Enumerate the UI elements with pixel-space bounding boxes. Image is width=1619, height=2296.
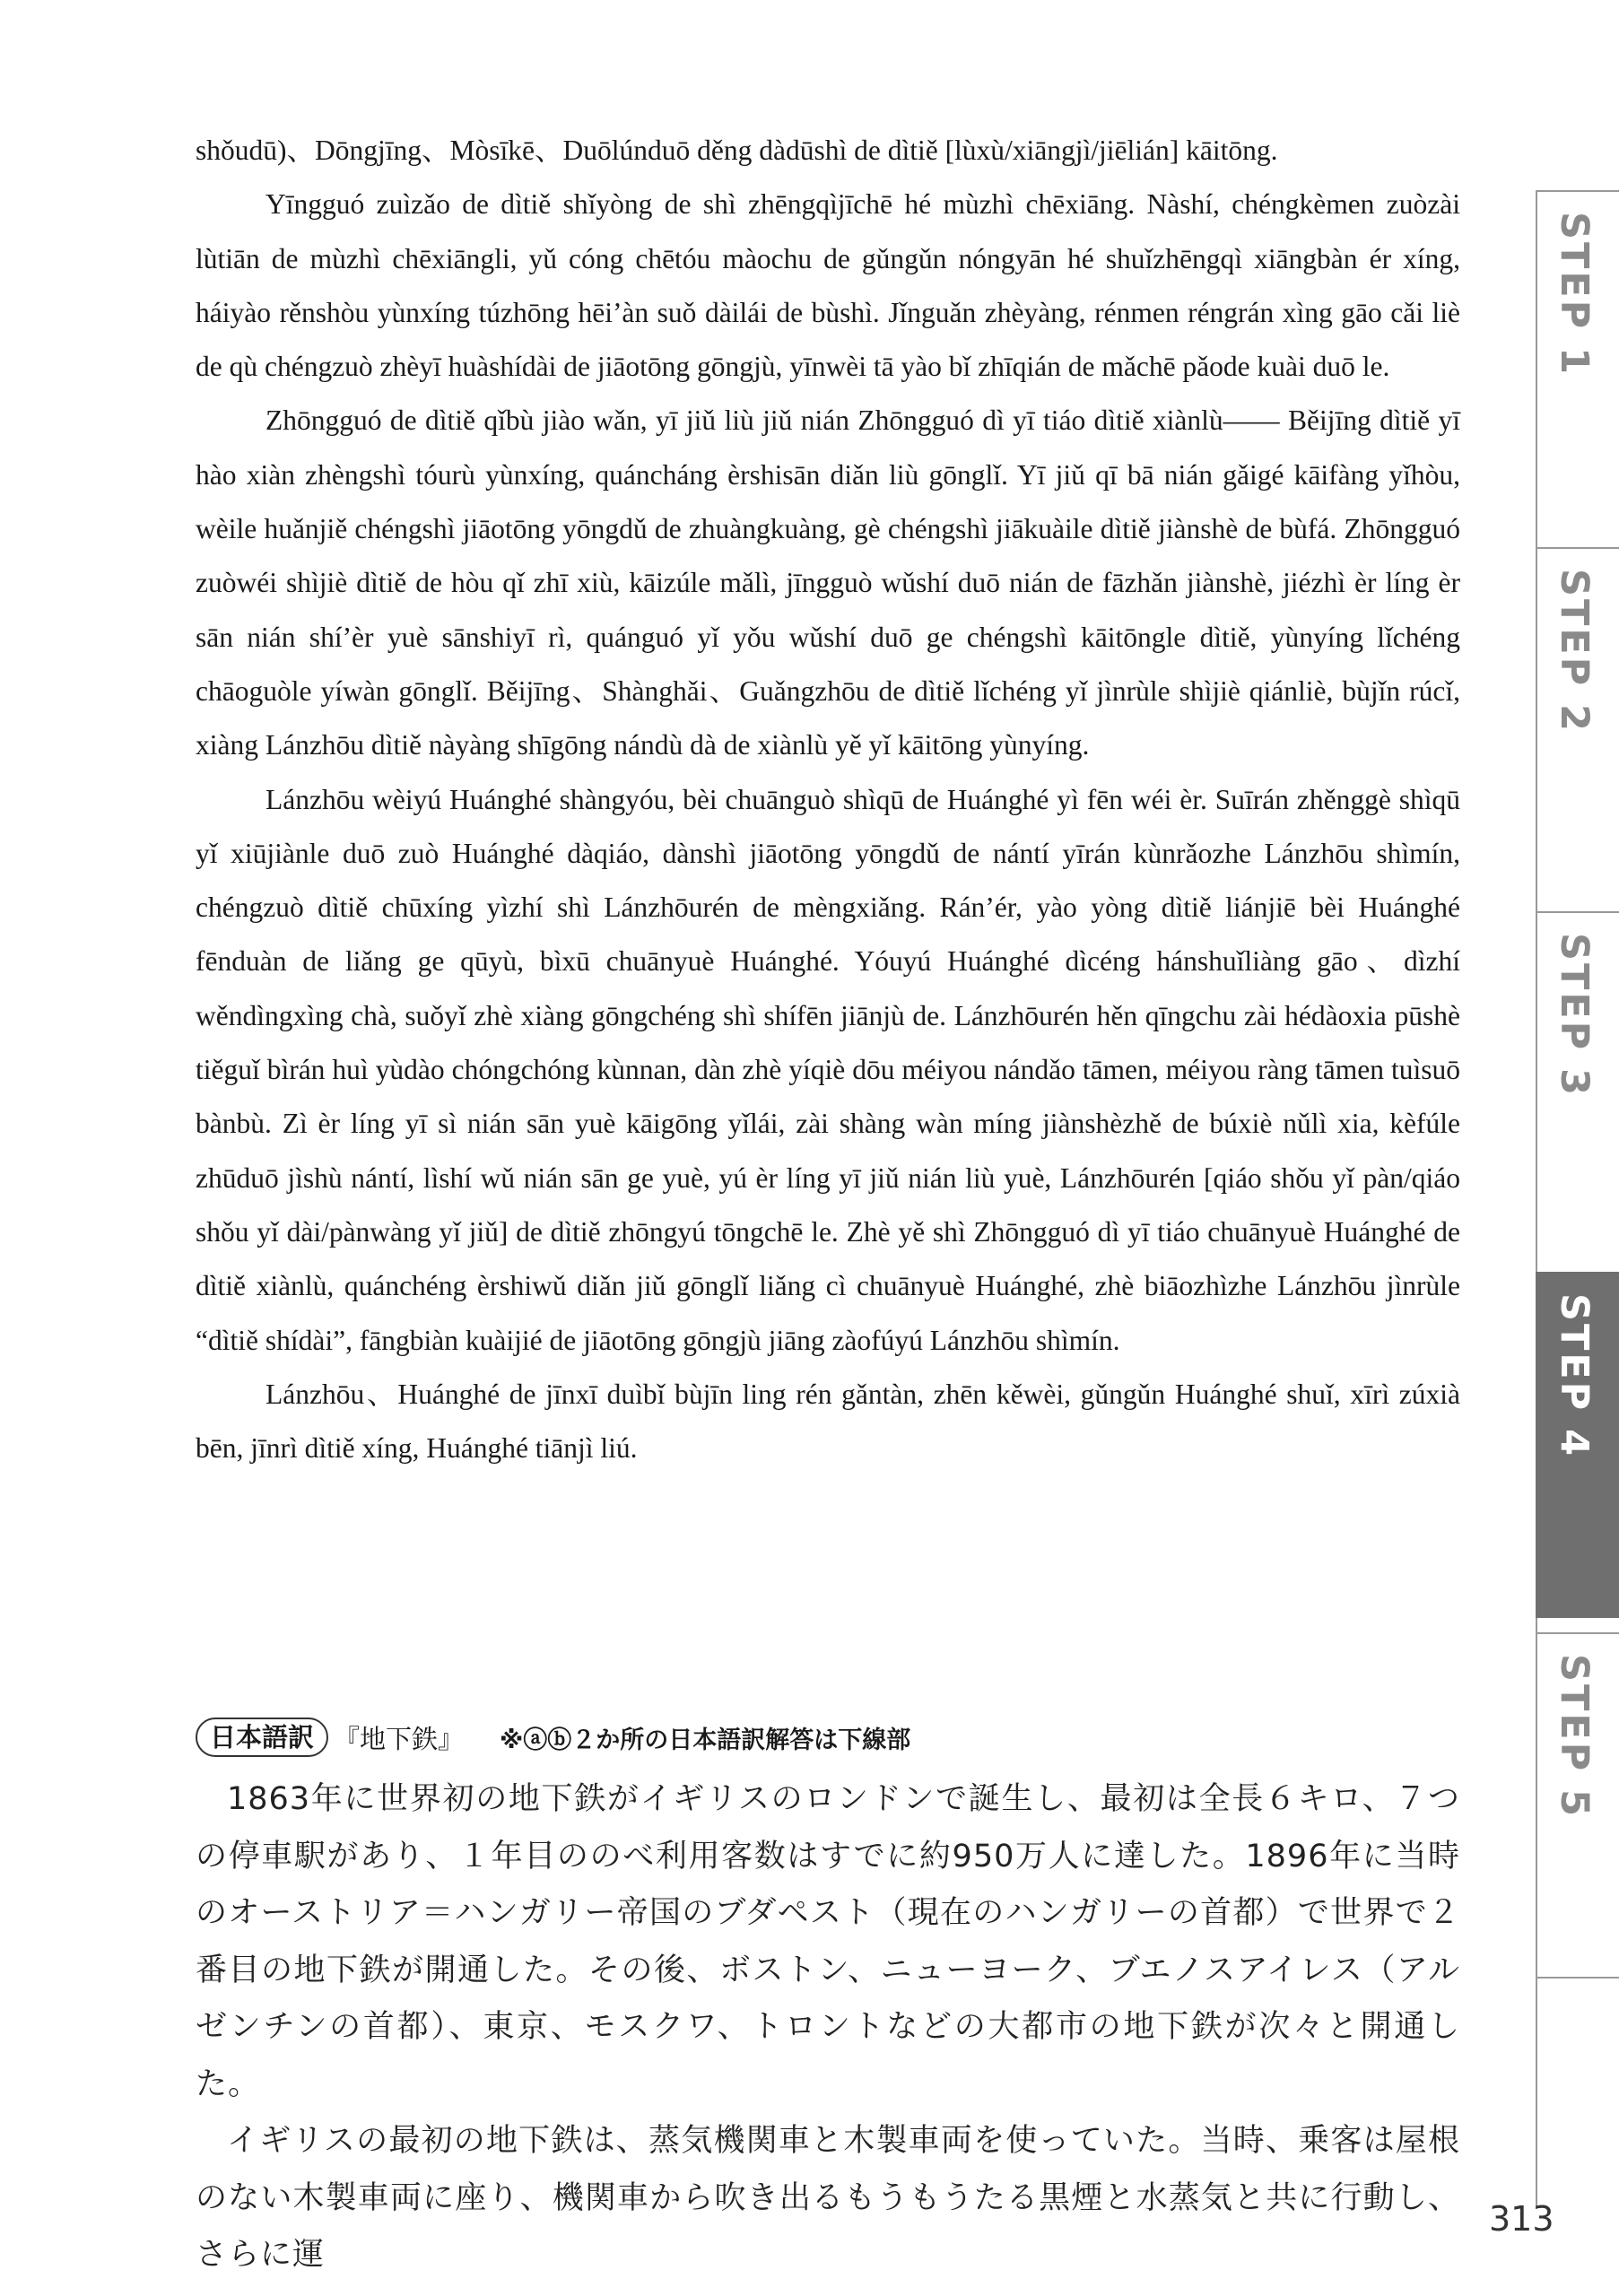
translation-title: 『地下鉄』	[334, 1723, 465, 1754]
page-number: 313	[1489, 2199, 1554, 2239]
translation-paragraph-1: 1863年に世界初の地下鉄がイギリスのロンドンで誕生し、最初は全長６キロ、７つの停車駅があり、１年目ののべ利用客数はすでに約950万人に達した。1896年に当時のオーストリア＝ハンガリー帝国のブダペスト（現在のハンガリーの首都）で世界で２番目の地下鉄が開通した。その後、ボストン、ニューヨーク、ブエノスアイレス（アルゼンチンの首都）、東京、モスクワ、トロントなどの大都市の地下鉄が次々と開通した。	[196, 1781, 1460, 2102]
step-tab-5[interactable]	[1536, 1632, 1619, 1979]
step-tab-4[interactable]	[1536, 1272, 1619, 1618]
step-tab-1[interactable]	[1536, 190, 1619, 536]
step-tab-3-label: STEP 3	[1552, 933, 1597, 1099]
translation-paragraph-2: イギリスの最初の地下鉄は、蒸気機関車と木製車両を使っていた。当時、乗客は屋根のない木製車両に座り、機関車から吹き出るもうもうたる黒煙と水蒸気と共に行動し、さらに運	[196, 2123, 1460, 2273]
pinyin-paragraph-1: shǒudū)、Dōngjīng、Mòsīkē、Duōlúnduō děng dàdūshì de dìtiě [lùxù/xiāngjì/jiēlián] kāitōng.	[196, 135, 1278, 166]
pinyin-paragraph-5: Lánzhōu、Huánghé de jīnxī duìbǐ bùjīn ling rén gǎntàn, zhēn kěwèi, gǔngǔn Huánghé shuǐ, xīrì zúxià bēn, jīnrì dìtiě xíng, Huánghé tiānjì liú.	[196, 1378, 1460, 1465]
pinyin-paragraph-4: Lánzhōu wèiyú Huánghé shàngyóu, bèi chuānguò shìqū de Huánghé yì fēn wéi èr. Suīrán zhěnggè shìqū yǐ xiūjiànle duō zuò Huánghé dàqiáo, dànshì jiāotōng yōngdǔ de nántí yīrán kùnrǎozhe Lánzhōu shìmín, chéngzuò dìtiě chūxíng yìzhí shì Lánzhōurén de mèngxiǎng. Rán’ér, yào yòng dìtiě liánjiē bèi Huánghé fēnduàn de liǎng ge qūyù, bìxū chuānyuè Huánghé. Yóuyú Huánghé dìcéng hánshuǐliàng gāo、dìzhí wěndìngxìng chà, suǒyǐ zhè xiàng gōngchéng shì shífēn jiānjù de. Lánzhōurén hěn qīngchu zài hédàoxia pūshè tiěguǐ bìrán huì yùdào chóngchóng kùnnan, dàn zhè yíqiè dōu méiyou nándǎo tāmen, méiyou ràng tāmen tuìsuō bànbù. Zì èr líng yī sì nián sān yuè kāigōng yǐlái, zài shàng wàn míng jiànshèzhě de búxiè nǔlì xia, kèfúle zhūduō jìshù nántí, lìshí wǔ nián sān ge yuè, yú èr líng yī jiǔ nián liù yuè, Lánzhōurén [qiáo shǒu yǐ pàn/qiáo shǒu yǐ dài/pànwàng yǐ jiǔ] de dìtiě zhōngyú tōngchē le. Zhè yě shì Zhōngguó dì yī tiáo chuānyuè Huánghé de dìtiě xiànlù, quánchéng èrshiwǔ diǎn jiǔ gōnglǐ liǎng cì chuānyuè Huánghé, zhè biāozhìzhe Lánzhōu jìnrùle “dìtiě shídài”, fāngbiàn kuàijié de jiāotōng gōngjù jiāng zàofúyú Lánzhōu shìmín.	[196, 783, 1460, 1356]
translation-tag: 日本語訳	[196, 1718, 328, 1757]
step-navigation	[1536, 190, 1619, 2206]
pinyin-text	[196, 124, 1460, 1475]
step-tab-3[interactable]	[1536, 911, 1619, 1257]
pinyin-paragraph-2: Yīngguó zuìzǎo de dìtiě shǐyòng de shì zhēngqìjīchē hé mùzhì chēxiāng. Nàshí, chéngkèmen zuòzài lùtiān de mùzhì chēxiāngli, yǔ cóng chētóu màochu de gǔngǔn nóngyān hé shuǐzhēngqì xiāngbàn ér xíng, háiyào rěnshòu yùnxíng túzhōng hēi’àn suǒ dàilái de bùshì. Jǐnguǎn zhèyàng, rénmen réngrán xìng gāo cǎi liè de qù chéngzuò zhèyī huàshídài de jiāotōng gōngjù, yīnwèi tā yào bǐ zhīqián de mǎchē pǎode kuài duō le.	[196, 188, 1460, 383]
step-tab-2[interactable]	[1536, 547, 1619, 893]
step-tab-1-label: STEP 1	[1552, 212, 1597, 378]
step-tab-2-label: STEP 2	[1552, 569, 1597, 735]
translation-heading	[196, 1717, 910, 1758]
translation-note: ※ⓐⓑ２か所の日本語訳解答は下線部	[500, 1726, 911, 1754]
translation-body	[196, 1771, 1460, 2284]
step-tab-4-label: STEP 4	[1552, 1293, 1597, 1459]
step-tab-5-label: STEP 5	[1552, 1654, 1597, 1820]
pinyin-paragraph-3: Zhōngguó de dìtiě qǐbù jiào wǎn, yī jiǔ liù jiǔ nián Zhōngguó dì yī tiáo dìtiě xiànlù—— Běijīng dìtiě yī hào xiàn zhèngshì tóurù yùnxíng, quáncháng èrshisān diǎn liù gōnglǐ. Yī jiǔ qī bā nián gǎigé kāifàng yǐhòu, wèile huǎnjiě chéngshì jiāotōng yōngdǔ de zhuàngkuàng, gè chéngshì jiākuàile dìtiě jiànshè de bùfá. Zhōngguó zuòwéi shìjiè dìtiě de hòu qǐ zhī xiù, kāizúle mǎlì, jīngguò wǔshí duō nián de fāzhǎn jiànshè, jiézhì èr líng èr sān nián shí’èr yuè sānshiyī rì, quánguó yǐ yǒu wǔshí duō ge chéngshì kāitōngle dìtiě, yùnyíng lǐchéng chāoguòle yíwàn gōnglǐ. Běijīng、Shànghǎi、Guǎngzhōu de dìtiě lǐchéng yǐ jìnrùle shìjiè qiánliè, bùjǐn rúcǐ, xiàng Lánzhōu dìtiě nàyàng shīgōng nándù dà de xiànlù yě yǐ kāitōng yùnyíng.	[196, 404, 1460, 761]
